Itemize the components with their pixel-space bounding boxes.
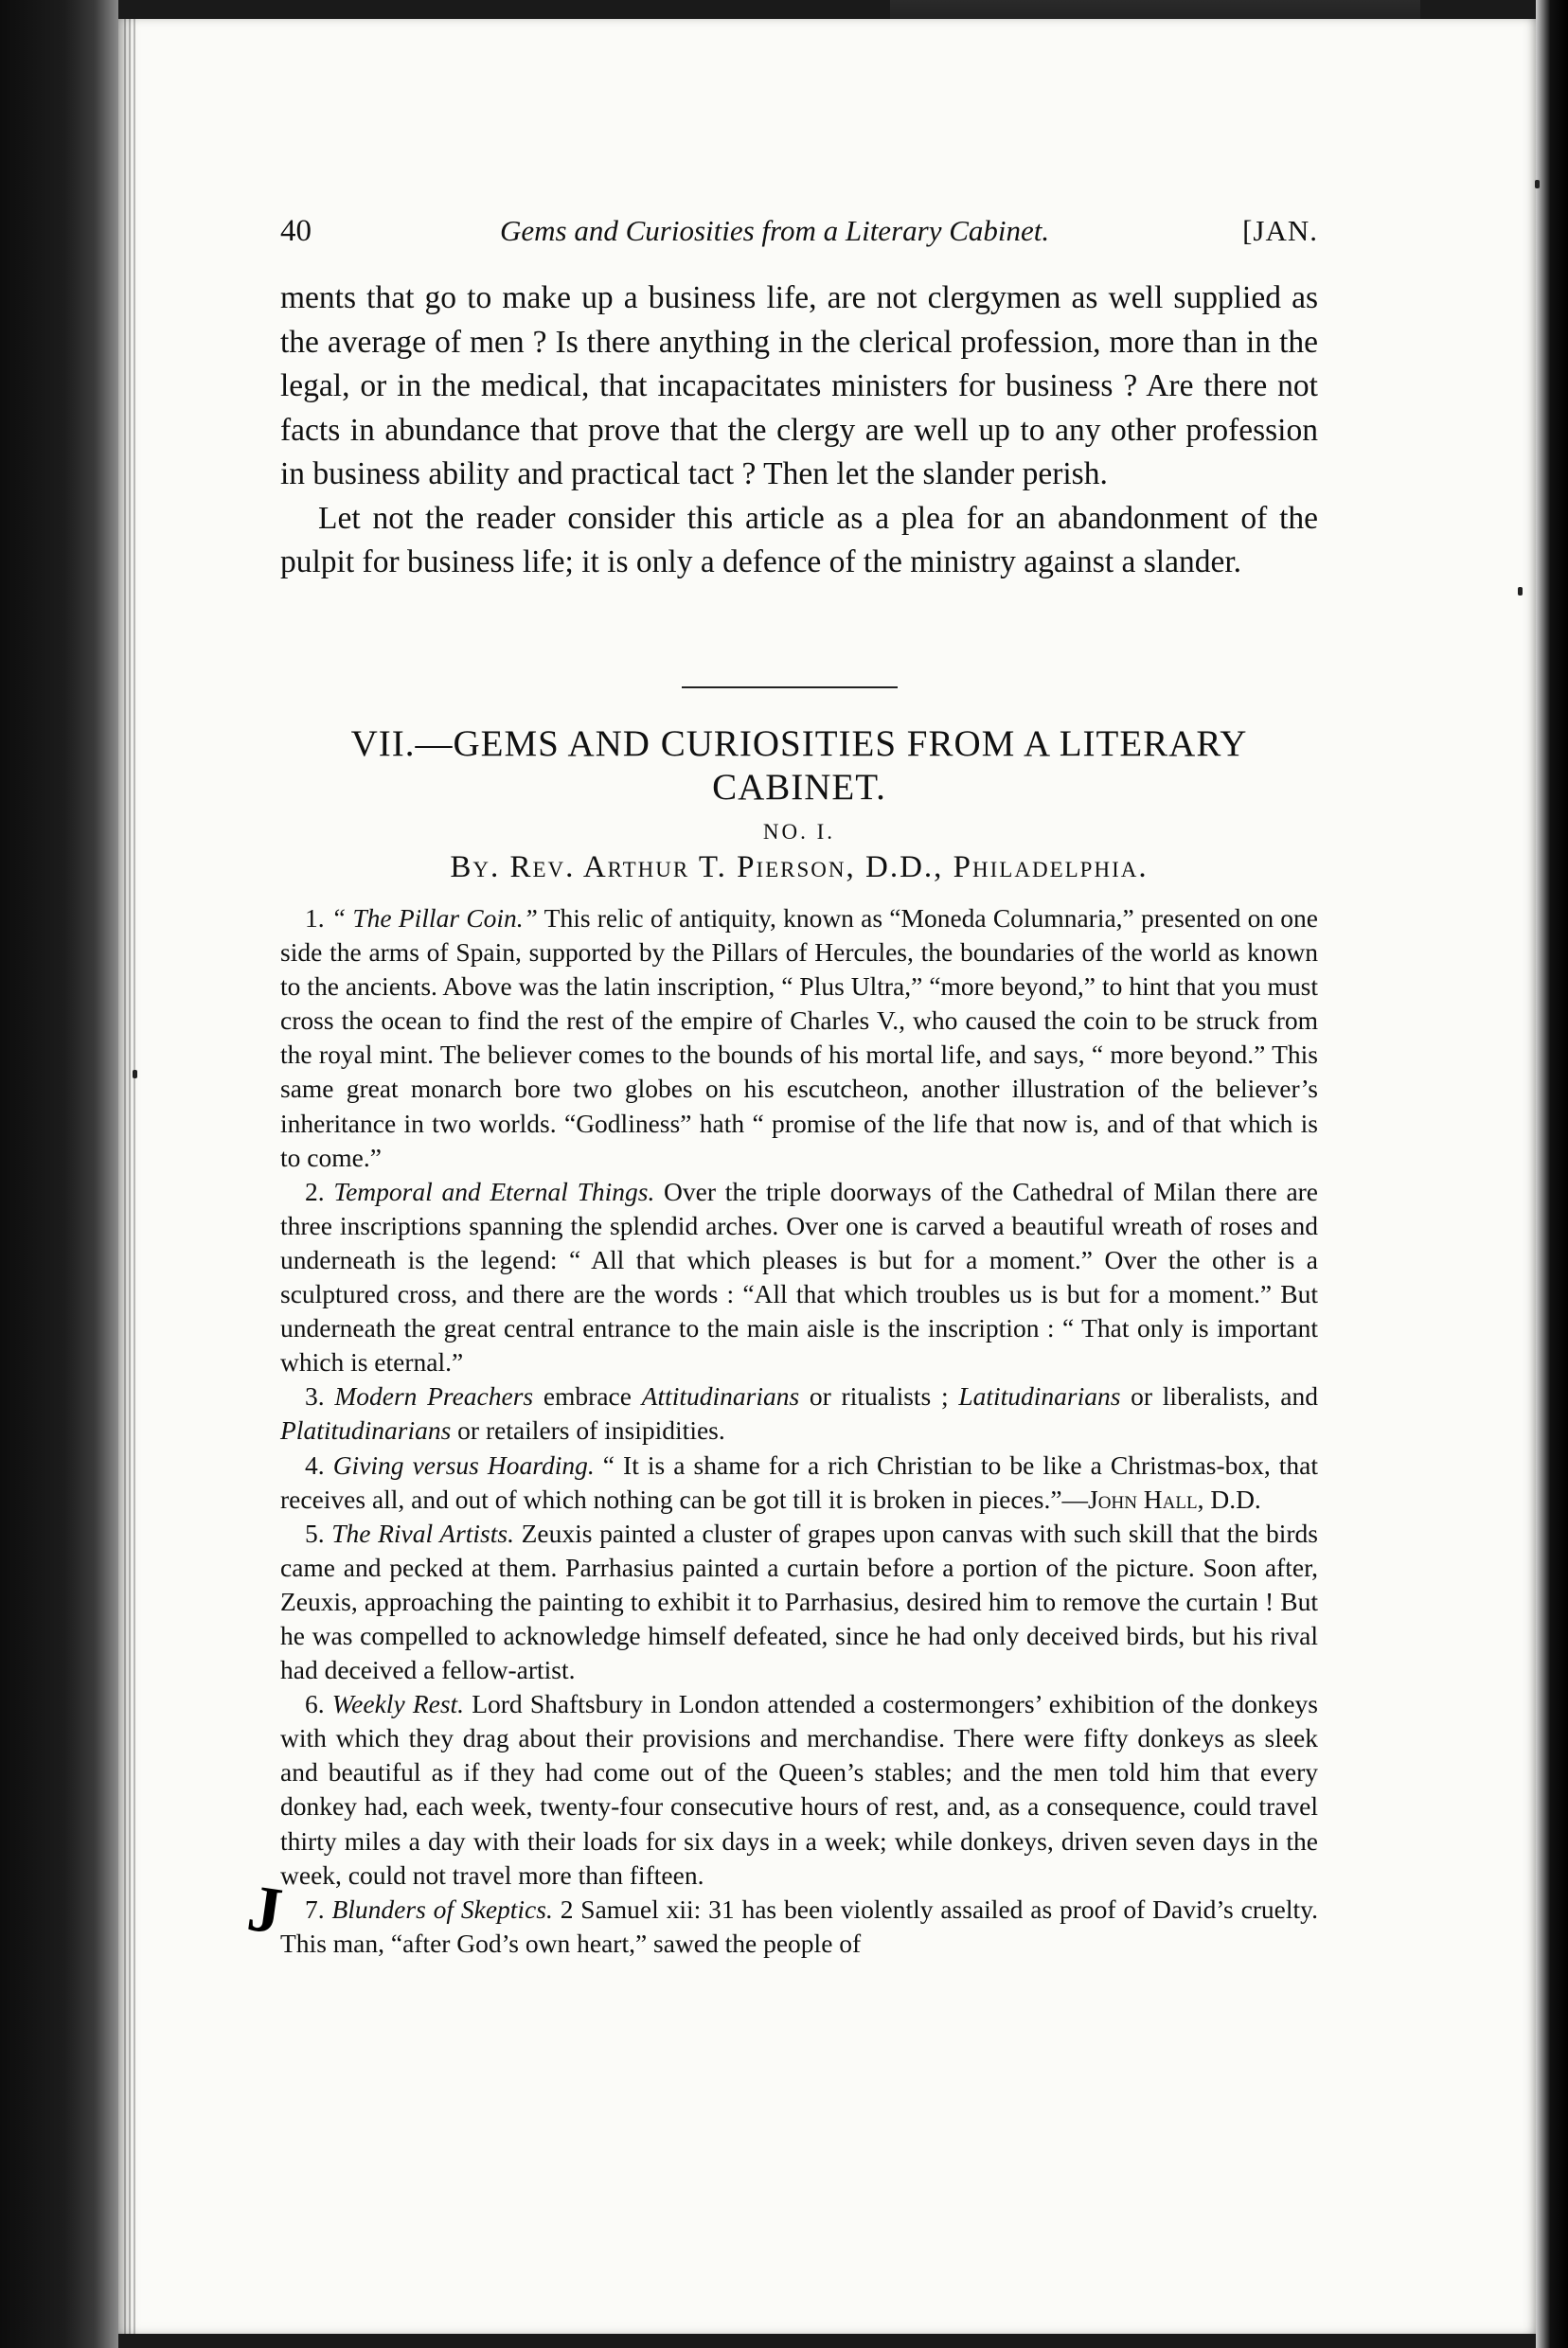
item-text: 2 Samuel xii: 31 has been violently assailed as proof of David’s cruelty. This man, “after God’s own heart,” sawed the people of bbox=[280, 1894, 1319, 1958]
item-number: 7. bbox=[305, 1894, 325, 1924]
paragraph: Let not the reader consider this article as a plea for an abandonment of the pulpit for business life; it is only a defence of the ministry against a slander. bbox=[280, 500, 1318, 579]
item-term: Attitudinarians bbox=[641, 1381, 800, 1412]
byline: By. Rev. Arthur T. Pierson, D.D., Philadelphia. bbox=[450, 850, 1149, 884]
margin-speck bbox=[1518, 587, 1523, 596]
item-text: “ It is a shame for a rich Christian to be like a Christmas-box, that receives all, and out of which nothing can be got till it is broken in pieces.”— bbox=[280, 1450, 1319, 1514]
item-title: The Rival Artists. bbox=[331, 1518, 514, 1548]
item-title: “ The Pillar Coin.” bbox=[330, 903, 538, 933]
list-item bbox=[280, 1893, 1318, 1961]
item-text: Over the triple doorways of the Cathedral of Milan there are three inscriptions spanning the splendid arches. Over one is carved a beautiful wreath of roses and underneath is the legend: “ All that which pleases is but for a moment.” Over the other is a sculptured cross, and there are the words : “All that which troubles us is but for a moment.” But underneath the great central entrance to the main aisle is the inscription : “ That only is important which is eternal.” bbox=[280, 1176, 1319, 1378]
item-text: Lord Shaftsbury in London attended a costermongers’ exhibition of the donkeys with which they drag about their provisions and merchandise. There were fifty donkeys as sleek and beautiful as if they had come out of the Queen’s stables; and the men told him that every donkey had, each week, twenty-four consecutive hours of rest, and, as a consequence, could travel thirty miles a day with their loads for six days in a week; while donkeys, driven seven days in the week, could not travel more than fifteen. bbox=[280, 1689, 1318, 1890]
item-term: Platitudinarians bbox=[280, 1415, 452, 1446]
issue-month: [JAN. bbox=[1242, 214, 1318, 247]
article-heading-line: CABINET. bbox=[712, 767, 886, 808]
list-item bbox=[280, 1379, 1318, 1448]
item-number: 3. bbox=[305, 1381, 325, 1412]
item-text: Zeuxis painted a cluster of grapes upon canvas with such skill that the birds came and pecked at them. Parrhasius painted a curtain before a portion of the picture. Soon after, Zeuxis, approaching the painting to exhibit it to Parrhasius, desired him to remove the curtain ! But he was compelled to acknowledge himself defeated, since he had only deceived birds, but his rival had deceived a fellow-artist. bbox=[280, 1518, 1318, 1685]
margin-speck bbox=[133, 1070, 137, 1078]
item-title: Weekly Rest. bbox=[331, 1689, 465, 1719]
item-title: Modern Preachers bbox=[334, 1381, 534, 1412]
margin-speck bbox=[1535, 180, 1540, 188]
running-header bbox=[280, 214, 1318, 258]
item-text: This relic of antiquity, known as “Moneda Columnaria,” presented on one side the arms of Spain, supported by the Pillars of Hercules, the boundaries of the world as known to the ancients. Above was the latin inscription, “ Plus Ultra,” “more beyond,” to hint that you must cross the ocean to find the rest of the empire of Charles V., who caused the coin to be struck from the royal mint. The believer comes to the bounds of his mortal life, and says, “ more beyond.” This same great monarch bore two globes on his escutcheon, another illustration of the believer’s inheritance in two worlds. “Godliness” hath “ promise of the life that now is, and of that which is to come.” bbox=[280, 903, 1319, 1172]
section-divider bbox=[682, 686, 898, 688]
scan-border-left bbox=[0, 0, 118, 2348]
item-number: 6. bbox=[305, 1689, 325, 1719]
list-item bbox=[280, 1449, 1318, 1517]
item-title: Blunders of Skeptics. bbox=[331, 1894, 553, 1924]
margin-annotation: J bbox=[242, 1871, 287, 1949]
running-title: Gems and Curiosities from a Literary Cabinet. bbox=[500, 214, 1050, 247]
article-heading bbox=[280, 722, 1318, 809]
item-number: 2. bbox=[305, 1176, 325, 1206]
item-text: or ritualists ; bbox=[799, 1381, 959, 1412]
item-text: or retailers of insipidities. bbox=[451, 1415, 725, 1446]
item-list bbox=[280, 901, 1318, 1961]
paragraph: ments that go to make up a business life, are not clergymen as well supplied as the average of men ? Is there anything in the clerical profession, more than in the legal, or in the medical, that incapacitates ministers for business ? Are there not facts in abundance that prove that the clergy are well up to any other profession in business ability and practical tact ? Then let the slander perish. bbox=[280, 280, 1318, 491]
page-number: 40 bbox=[280, 214, 312, 248]
scan-border-right bbox=[1536, 0, 1568, 2348]
item-title: Giving versus Hoarding. bbox=[332, 1450, 595, 1480]
list-item bbox=[280, 1175, 1318, 1380]
list-item bbox=[280, 1517, 1318, 1687]
list-item bbox=[280, 901, 1318, 1175]
article-heading-line: VII.—GEMS AND CURIOSITIES FROM A LITERARY bbox=[350, 723, 1248, 764]
item-title: Temporal and Eternal Things. bbox=[333, 1176, 655, 1206]
item-text: embrace bbox=[533, 1381, 642, 1412]
item-number: 4. bbox=[305, 1450, 325, 1480]
list-item bbox=[280, 1687, 1318, 1893]
continuation-text bbox=[280, 276, 1318, 585]
item-text: or liberalists, and bbox=[1120, 1381, 1319, 1412]
item-term: Latitudinarians bbox=[958, 1381, 1121, 1412]
item-attribution: John Hall, D.D. bbox=[1088, 1484, 1261, 1514]
page-spine bbox=[124, 19, 137, 2334]
item-number: 1. bbox=[305, 903, 325, 933]
item-number: 5. bbox=[305, 1518, 325, 1548]
issue-number: NO. I. bbox=[762, 820, 836, 844]
